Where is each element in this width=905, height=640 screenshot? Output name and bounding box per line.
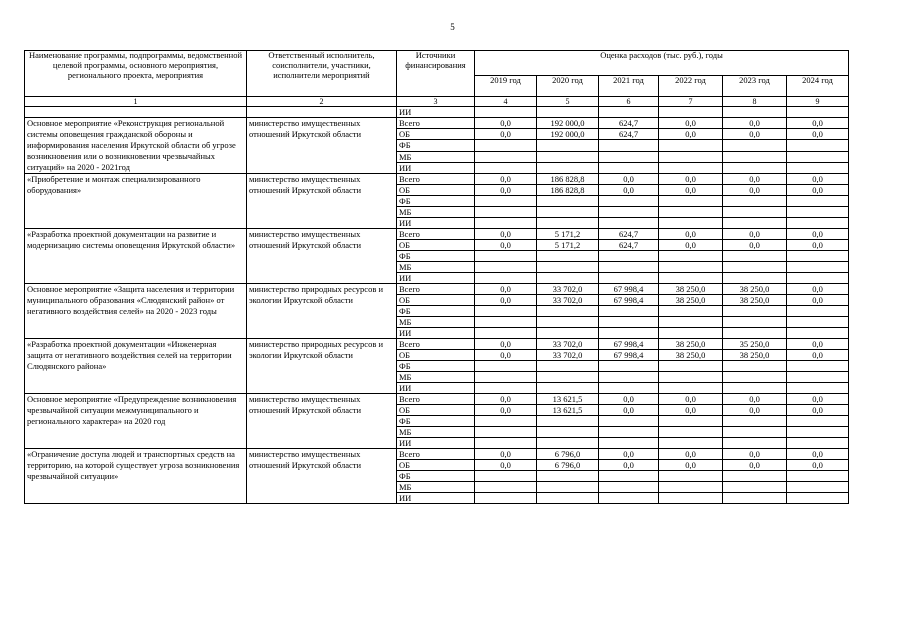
value-cell <box>723 262 787 273</box>
value-cell <box>475 162 537 173</box>
header-column-number: 3 <box>397 97 475 107</box>
source-cell: Всего <box>397 229 475 240</box>
value-cell <box>787 151 849 162</box>
value-cell <box>723 273 787 284</box>
value-cell: 0,0 <box>599 460 659 471</box>
value-cell <box>723 416 787 427</box>
value-cell <box>723 482 787 493</box>
value-cell <box>475 416 537 427</box>
header-year: 2023 год <box>723 76 787 97</box>
value-cell <box>537 251 599 262</box>
value-cell <box>787 372 849 383</box>
header-column-number: 7 <box>659 97 723 107</box>
value-cell: 67 998,4 <box>599 350 659 361</box>
value-cell <box>723 162 787 173</box>
value-cell <box>723 196 787 207</box>
source-cell: ФБ <box>397 140 475 151</box>
header-source: Источники финансирования <box>397 51 475 97</box>
value-cell <box>537 416 599 427</box>
header-year: 2019 год <box>475 76 537 97</box>
value-cell <box>475 493 537 504</box>
value-cell <box>537 162 599 173</box>
value-cell: 624,7 <box>599 229 659 240</box>
value-cell <box>599 383 659 394</box>
value-cell: 38 250,0 <box>659 295 723 306</box>
value-cell <box>787 427 849 438</box>
value-cell: 624,7 <box>599 118 659 129</box>
header-column-number: 8 <box>723 97 787 107</box>
value-cell: 0,0 <box>659 185 723 196</box>
value-cell: 192 000,0 <box>537 129 599 140</box>
source-cell: Всего <box>397 449 475 460</box>
value-cell: 0,0 <box>787 118 849 129</box>
value-cell <box>537 140 599 151</box>
header-column-number: 1 <box>25 97 247 107</box>
value-cell <box>723 383 787 394</box>
value-cell <box>723 218 787 229</box>
value-cell: 624,7 <box>599 129 659 140</box>
source-cell: ИИ <box>397 328 475 339</box>
header-executor: Ответственный исполнитель, соисполнители, участники, исполнители мероприятий <box>247 51 397 97</box>
value-cell: 38 250,0 <box>659 339 723 350</box>
executor-name: министерство имущественных отношений Иркутской области <box>247 229 397 284</box>
value-cell <box>787 416 849 427</box>
value-cell: 0,0 <box>599 394 659 405</box>
value-cell <box>659 471 723 482</box>
activity-name: Основное мероприятие «Предупреждение возникновения чрезвычайной ситуации межмуниципального и регионального характера» на 2020 год <box>25 394 247 449</box>
value-cell <box>659 383 723 394</box>
value-cell: 5 171,2 <box>537 229 599 240</box>
executor-name: министерство имущественных отношений Иркутской области <box>247 449 397 504</box>
value-cell: 38 250,0 <box>659 284 723 295</box>
value-cell <box>723 471 787 482</box>
source-cell: Всего <box>397 118 475 129</box>
value-cell <box>537 196 599 207</box>
value-cell <box>599 140 659 151</box>
value-cell: 186 828,8 <box>537 185 599 196</box>
source-cell: ОБ <box>397 129 475 140</box>
header-column-number: 6 <box>599 97 659 107</box>
value-cell <box>787 207 849 218</box>
value-cell <box>723 427 787 438</box>
value-cell: 38 250,0 <box>723 284 787 295</box>
value-cell <box>599 306 659 317</box>
value-cell <box>599 251 659 262</box>
value-cell <box>537 306 599 317</box>
value-cell <box>599 372 659 383</box>
value-cell <box>475 196 537 207</box>
value-cell <box>787 218 849 229</box>
header-column-number: 2 <box>247 97 397 107</box>
value-cell: 0,0 <box>599 405 659 416</box>
value-cell <box>659 196 723 207</box>
value-cell <box>537 361 599 372</box>
header-column-number: 5 <box>537 97 599 107</box>
value-cell <box>599 262 659 273</box>
value-cell <box>599 471 659 482</box>
source-cell: ИИ <box>397 273 475 284</box>
value-cell: 0,0 <box>659 129 723 140</box>
value-cell <box>537 262 599 273</box>
value-cell: 5 171,2 <box>537 240 599 251</box>
table-row <box>25 118 849 129</box>
value-cell <box>659 140 723 151</box>
cell-empty <box>247 107 397 118</box>
value-cell <box>787 251 849 262</box>
value-cell: 67 998,4 <box>599 295 659 306</box>
source-cell: ИИ <box>397 218 475 229</box>
value-cell <box>599 328 659 339</box>
value-cell <box>659 416 723 427</box>
value-cell <box>537 383 599 394</box>
source-cell: ИИ <box>397 107 475 118</box>
value-cell <box>475 317 537 328</box>
value-cell <box>723 328 787 339</box>
value-cell <box>787 306 849 317</box>
value-cell <box>475 273 537 284</box>
value-cell: 192 000,0 <box>537 118 599 129</box>
header-numbers-row <box>25 97 849 107</box>
value-cell: 0,0 <box>723 118 787 129</box>
value-cell: 0,0 <box>787 229 849 240</box>
activity-name: Основное мероприятие «Реконструкция региональной системы оповещения гражданской обороны и информирования населения Иркутской области об угрозе возникновения или о возникновении чрезвычайных ситуаций» на 2020 - 2021год <box>25 118 247 174</box>
table-row <box>25 174 849 185</box>
value-cell: 33 702,0 <box>537 350 599 361</box>
value-cell: 0,0 <box>475 240 537 251</box>
value-cell <box>599 196 659 207</box>
value-cell: 0,0 <box>723 394 787 405</box>
value-cell: 35 250,0 <box>723 339 787 350</box>
value-cell <box>723 372 787 383</box>
table-body <box>25 107 849 504</box>
source-cell: ИИ <box>397 162 475 173</box>
value-cell <box>659 306 723 317</box>
value-cell <box>537 151 599 162</box>
value-cell: 0,0 <box>475 174 537 185</box>
value-cell <box>659 207 723 218</box>
value-cell <box>537 372 599 383</box>
value-cell: 67 998,4 <box>599 284 659 295</box>
value-cell: 0,0 <box>475 295 537 306</box>
source-cell: ОБ <box>397 460 475 471</box>
value-cell <box>659 482 723 493</box>
header-year: 2021 год <box>599 76 659 97</box>
value-cell <box>599 317 659 328</box>
value-cell <box>787 328 849 339</box>
value-cell <box>659 107 723 118</box>
value-cell: 0,0 <box>475 405 537 416</box>
source-cell: МБ <box>397 427 475 438</box>
value-cell <box>599 482 659 493</box>
value-cell: 0,0 <box>659 460 723 471</box>
value-cell: 6 796,0 <box>537 460 599 471</box>
value-cell <box>599 361 659 372</box>
value-cell <box>659 251 723 262</box>
executor-name: министерство природных ресурсов и экологии Иркутской области <box>247 284 397 339</box>
source-cell: МБ <box>397 482 475 493</box>
value-cell <box>537 273 599 284</box>
source-cell: ИИ <box>397 383 475 394</box>
value-cell: 13 621,5 <box>537 394 599 405</box>
source-cell: Всего <box>397 394 475 405</box>
value-cell: 0,0 <box>787 460 849 471</box>
value-cell: 0,0 <box>475 394 537 405</box>
executor-name: министерство имущественных отношений Иркутской области <box>247 394 397 449</box>
source-cell: ОБ <box>397 295 475 306</box>
value-cell: 0,0 <box>787 339 849 350</box>
source-cell: ИИ <box>397 438 475 449</box>
source-cell: МБ <box>397 262 475 273</box>
source-cell: ИИ <box>397 493 475 504</box>
value-cell <box>475 262 537 273</box>
header-column-number: 4 <box>475 97 537 107</box>
source-cell: ОБ <box>397 185 475 196</box>
value-cell <box>787 273 849 284</box>
source-cell: Всего <box>397 174 475 185</box>
value-cell: 13 621,5 <box>537 405 599 416</box>
value-cell <box>599 162 659 173</box>
executor-name: министерство имущественных отношений Иркутской области <box>247 118 397 174</box>
budget-table <box>24 50 849 504</box>
table-row <box>25 339 849 350</box>
value-cell <box>659 273 723 284</box>
value-cell: 0,0 <box>475 350 537 361</box>
value-cell: 0,0 <box>659 405 723 416</box>
source-cell: МБ <box>397 207 475 218</box>
value-cell: 0,0 <box>787 284 849 295</box>
value-cell: 0,0 <box>599 174 659 185</box>
value-cell: 0,0 <box>475 229 537 240</box>
value-cell <box>537 493 599 504</box>
value-cell <box>787 361 849 372</box>
value-cell <box>475 151 537 162</box>
value-cell: 186 828,8 <box>537 174 599 185</box>
header-costs: Оценка расходов (тыс. руб.), годы <box>475 51 849 76</box>
header-year: 2020 год <box>537 76 599 97</box>
value-cell <box>599 151 659 162</box>
executor-name: министерство имущественных отношений Иркутской области <box>247 174 397 229</box>
value-cell <box>787 471 849 482</box>
value-cell: 38 250,0 <box>659 350 723 361</box>
value-cell: 0,0 <box>787 185 849 196</box>
value-cell: 0,0 <box>723 174 787 185</box>
source-cell: МБ <box>397 151 475 162</box>
value-cell <box>787 140 849 151</box>
value-cell <box>723 317 787 328</box>
value-cell <box>599 438 659 449</box>
value-cell <box>659 427 723 438</box>
value-cell <box>599 218 659 229</box>
source-cell: ФБ <box>397 251 475 262</box>
value-cell <box>723 361 787 372</box>
table-row <box>25 449 849 460</box>
value-cell: 0,0 <box>723 185 787 196</box>
value-cell: 0,0 <box>659 174 723 185</box>
value-cell: 0,0 <box>475 460 537 471</box>
value-cell <box>659 162 723 173</box>
activity-name: «Ограничение доступа людей и транспортных средств на территорию, на которой существует угроза возникновения чрезвычайной ситуации» <box>25 449 247 504</box>
value-cell: 624,7 <box>599 240 659 251</box>
value-cell <box>475 328 537 339</box>
value-cell <box>659 372 723 383</box>
value-cell <box>723 151 787 162</box>
header-name: Наименование программы, подпрограммы, ведомственной целевой программы, основного мероприятия, регионального проекта, мероприятия <box>25 51 247 97</box>
value-cell <box>599 107 659 118</box>
value-cell <box>599 493 659 504</box>
value-cell <box>537 207 599 218</box>
table-row <box>25 284 849 295</box>
value-cell <box>787 482 849 493</box>
value-cell <box>537 328 599 339</box>
value-cell: 0,0 <box>723 460 787 471</box>
value-cell: 33 702,0 <box>537 284 599 295</box>
value-cell <box>787 317 849 328</box>
value-cell: 38 250,0 <box>723 350 787 361</box>
value-cell: 0,0 <box>599 185 659 196</box>
value-cell <box>475 218 537 229</box>
value-cell <box>659 493 723 504</box>
value-cell <box>787 196 849 207</box>
table-row <box>25 229 849 240</box>
value-cell: 0,0 <box>787 174 849 185</box>
activity-name: «Разработка проектной документации «Инженерная защита от негативного воздействия селей на территории Слюдянского района» <box>25 339 247 394</box>
activity-name: Основное мероприятие «Защита населения и территории муниципального образования «Слюдянский район» от негативного воздействия селей» на 2020 - 2023 годы <box>25 284 247 339</box>
value-cell <box>659 218 723 229</box>
source-cell: ФБ <box>397 471 475 482</box>
value-cell <box>723 306 787 317</box>
table-row <box>25 394 849 405</box>
source-cell: Всего <box>397 284 475 295</box>
value-cell <box>537 107 599 118</box>
value-cell: 0,0 <box>723 229 787 240</box>
table-row <box>25 107 849 118</box>
value-cell: 0,0 <box>787 295 849 306</box>
value-cell <box>659 328 723 339</box>
header-year: 2024 год <box>787 76 849 97</box>
value-cell <box>659 361 723 372</box>
value-cell: 0,0 <box>659 229 723 240</box>
value-cell <box>787 438 849 449</box>
activity-name: «Приобретение и монтаж специализированного оборудования» <box>25 174 247 229</box>
value-cell <box>599 273 659 284</box>
value-cell: 0,0 <box>659 240 723 251</box>
source-cell: ОБ <box>397 405 475 416</box>
value-cell <box>475 438 537 449</box>
source-cell: ФБ <box>397 196 475 207</box>
value-cell: 0,0 <box>475 339 537 350</box>
value-cell: 67 998,4 <box>599 339 659 350</box>
value-cell <box>787 493 849 504</box>
value-cell: 0,0 <box>787 394 849 405</box>
value-cell <box>537 427 599 438</box>
header-year: 2022 год <box>659 76 723 97</box>
source-cell: ФБ <box>397 361 475 372</box>
value-cell <box>787 162 849 173</box>
value-cell <box>475 471 537 482</box>
value-cell <box>475 383 537 394</box>
value-cell: 0,0 <box>475 284 537 295</box>
value-cell <box>723 140 787 151</box>
value-cell: 0,0 <box>723 405 787 416</box>
value-cell <box>475 427 537 438</box>
source-cell: МБ <box>397 317 475 328</box>
value-cell <box>475 107 537 118</box>
value-cell: 33 702,0 <box>537 339 599 350</box>
source-cell: ОБ <box>397 350 475 361</box>
value-cell <box>475 207 537 218</box>
value-cell <box>537 438 599 449</box>
value-cell: 0,0 <box>659 449 723 460</box>
value-cell: 0,0 <box>723 240 787 251</box>
value-cell: 0,0 <box>787 405 849 416</box>
source-cell: ФБ <box>397 306 475 317</box>
value-cell <box>475 372 537 383</box>
value-cell <box>723 438 787 449</box>
value-cell: 0,0 <box>787 129 849 140</box>
executor-name: министерство природных ресурсов и экологии Иркутской области <box>247 339 397 394</box>
value-cell: 0,0 <box>475 129 537 140</box>
value-cell: 0,0 <box>599 449 659 460</box>
source-cell: Всего <box>397 339 475 350</box>
value-cell <box>787 383 849 394</box>
page-number: 5 <box>450 22 455 32</box>
value-cell <box>787 107 849 118</box>
value-cell <box>475 251 537 262</box>
value-cell <box>599 416 659 427</box>
header-column-number: 9 <box>787 97 849 107</box>
value-cell: 0,0 <box>659 118 723 129</box>
value-cell: 0,0 <box>787 449 849 460</box>
source-cell: ФБ <box>397 416 475 427</box>
value-cell: 0,0 <box>723 129 787 140</box>
value-cell <box>537 317 599 328</box>
value-cell <box>723 107 787 118</box>
value-cell <box>723 493 787 504</box>
value-cell <box>475 140 537 151</box>
value-cell <box>537 471 599 482</box>
value-cell: 0,0 <box>723 449 787 460</box>
value-cell <box>659 438 723 449</box>
activity-name: «Разработка проектной документации на развитие и модернизацию системы оповещения Иркутской области» <box>25 229 247 284</box>
value-cell <box>787 262 849 273</box>
value-cell: 0,0 <box>787 350 849 361</box>
value-cell <box>537 218 599 229</box>
value-cell: 0,0 <box>475 118 537 129</box>
value-cell <box>599 427 659 438</box>
value-cell: 0,0 <box>659 394 723 405</box>
value-cell: 0,0 <box>787 240 849 251</box>
cell-empty <box>25 107 247 118</box>
value-cell: 0,0 <box>475 449 537 460</box>
value-cell <box>475 306 537 317</box>
value-cell <box>475 482 537 493</box>
value-cell: 38 250,0 <box>723 295 787 306</box>
value-cell: 6 796,0 <box>537 449 599 460</box>
value-cell <box>537 482 599 493</box>
value-cell <box>723 207 787 218</box>
source-cell: МБ <box>397 372 475 383</box>
value-cell: 33 702,0 <box>537 295 599 306</box>
value-cell <box>723 251 787 262</box>
value-cell: 0,0 <box>475 185 537 196</box>
value-cell <box>599 207 659 218</box>
source-cell: ОБ <box>397 240 475 251</box>
value-cell <box>659 317 723 328</box>
value-cell <box>475 361 537 372</box>
value-cell <box>659 262 723 273</box>
value-cell <box>659 151 723 162</box>
